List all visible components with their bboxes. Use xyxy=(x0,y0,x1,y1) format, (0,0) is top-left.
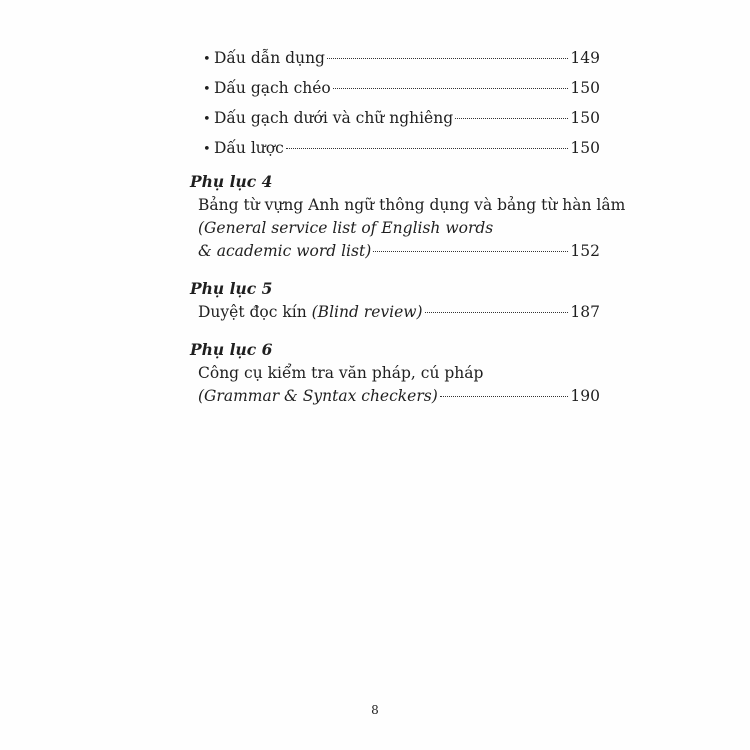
toc-entry-page: 150 xyxy=(570,139,600,157)
appendix-6[interactable] xyxy=(190,338,600,408)
appendix-4-line-1: Bảng từ vựng Anh ngữ thông dụng và bảng từ hàn lâm xyxy=(198,196,626,214)
appendix-5-line-1-italic: (Blind review) xyxy=(311,303,423,321)
dot-leader xyxy=(440,396,569,397)
bullet-icon: • xyxy=(203,112,211,127)
dot-leader xyxy=(286,148,569,149)
appendix-6-line-1: Công cụ kiểm tra văn pháp, cú pháp xyxy=(198,364,484,382)
appendix-6-line-2: (Grammar & Syntax checkers) xyxy=(198,387,438,405)
toc-entry[interactable] xyxy=(190,104,600,134)
bullet-icon: • xyxy=(203,52,211,67)
appendix-4[interactable] xyxy=(190,170,626,263)
toc-entry-label: Dấu gạch chéo xyxy=(214,79,331,97)
toc-entry-page: 149 xyxy=(570,49,600,67)
appendix-6-title: Phụ lục 6 xyxy=(190,340,273,359)
toc-entry-page: 150 xyxy=(570,79,600,97)
appendix-4-page: 152 xyxy=(570,242,600,260)
toc-entry[interactable] xyxy=(190,44,600,74)
toc-entry-label: Dấu gạch dưới và chữ nghiêng xyxy=(214,109,454,127)
appendix-5-line-1-plain: Duyệt đọc kín xyxy=(198,303,312,321)
appendix-4-line-2: (General service list of English words xyxy=(198,219,494,237)
toc-entry[interactable] xyxy=(190,74,600,104)
dot-leader xyxy=(333,88,569,89)
bullet-icon: • xyxy=(203,142,211,157)
dot-leader xyxy=(327,58,568,59)
toc-entry-label: Dấu dẫn dụng xyxy=(214,49,325,67)
dot-leader xyxy=(455,118,568,119)
appendix-5[interactable] xyxy=(190,277,600,324)
table-of-contents xyxy=(190,44,626,408)
toc-entry-page: 150 xyxy=(570,109,600,127)
dot-leader xyxy=(425,312,569,313)
appendix-5-line-1 xyxy=(198,301,423,324)
appendix-5-title: Phụ lục 5 xyxy=(190,279,273,298)
dot-leader xyxy=(373,251,568,252)
toc-entry[interactable] xyxy=(190,134,600,164)
appendix-6-page: 190 xyxy=(570,387,600,405)
appendix-4-line-3: & academic word list) xyxy=(198,242,372,260)
appendix-5-page: 187 xyxy=(570,303,600,321)
page-number: 8 xyxy=(371,703,379,717)
bullet-icon: • xyxy=(203,82,211,97)
appendix-4-title: Phụ lục 4 xyxy=(190,172,273,191)
toc-entry-label: Dấu lược xyxy=(214,139,284,157)
